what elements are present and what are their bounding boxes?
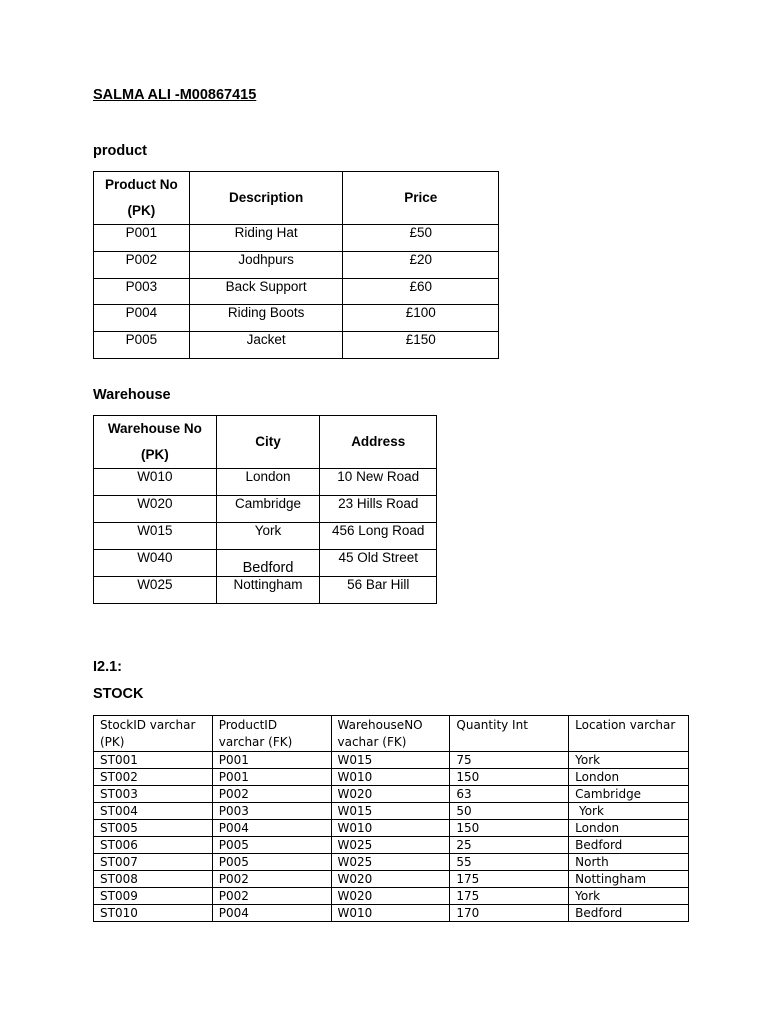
product-no-cell: P004 — [94, 305, 190, 332]
warehouse-city-cell: Bedford — [216, 550, 320, 577]
stock-location-cell: Bedford — [569, 837, 689, 854]
product-price-cell: £20 — [343, 251, 499, 278]
stock-product-cell: P005 — [212, 837, 331, 854]
table-row — [94, 837, 689, 854]
stock-product-cell: P002 — [212, 871, 331, 888]
section-label: I2.1: — [93, 659, 123, 675]
stock-id-cell: ST006 — [94, 837, 213, 854]
stock-id-cell: ST004 — [94, 803, 213, 820]
table-row — [94, 305, 499, 332]
stock-product-cell: P004 — [212, 905, 331, 922]
warehouse-no-cell: W010 — [94, 469, 217, 496]
product-price-cell: £60 — [343, 278, 499, 305]
product-header-description: Description — [189, 172, 343, 225]
table-row — [94, 523, 437, 550]
warehouse-address-cell: 45 Old Street — [320, 550, 437, 577]
product-header-price: Price — [343, 172, 499, 225]
stock-location-cell: London — [569, 820, 689, 837]
stock-warehouse-cell: W015 — [331, 752, 450, 769]
product-no-cell: P005 — [94, 332, 190, 359]
stock-product-cell: P002 — [212, 786, 331, 803]
product-description-cell: Back Support — [189, 278, 343, 305]
warehouse-city-cell: Nottingham — [216, 577, 320, 604]
stock-warehouse-cell: W020 — [331, 871, 450, 888]
warehouse-header-no-line2: (PK) — [140, 447, 169, 462]
stock-quantity-cell: 150 — [450, 820, 569, 837]
stock-id-cell: ST005 — [94, 820, 213, 837]
stock-location-cell: Cambridge — [569, 786, 689, 803]
stock-location-cell: Nottingham — [569, 871, 689, 888]
warehouse-header-city: City — [216, 416, 320, 469]
table-row — [94, 871, 689, 888]
stock-product-cell: P003 — [212, 803, 331, 820]
product-header-no — [94, 172, 190, 225]
product-table — [93, 171, 499, 359]
table-row — [94, 905, 689, 922]
table-row — [94, 888, 689, 905]
product-header-no-line1: Product No — [105, 177, 178, 192]
stock-quantity-cell: 63 — [450, 786, 569, 803]
stock-location-cell: London — [569, 769, 689, 786]
product-price-cell: £50 — [343, 225, 499, 252]
stock-quantity-cell: 150 — [450, 769, 569, 786]
stock-id-cell: ST002 — [94, 769, 213, 786]
stock-id-cell: ST008 — [94, 871, 213, 888]
table-row — [94, 496, 437, 523]
table-row — [94, 769, 689, 786]
stock-quantity-cell: 50 — [450, 803, 569, 820]
stock-id-cell: ST009 — [94, 888, 213, 905]
warehouse-header-address: Address — [320, 416, 437, 469]
stock-header-warehouseno: WarehouseNO vachar (FK) — [331, 716, 450, 752]
stock-warehouse-cell: W010 — [331, 905, 450, 922]
table-row — [94, 469, 437, 496]
stock-quantity-cell: 75 — [450, 752, 569, 769]
stock-header-productid: ProductID varchar (FK) — [212, 716, 331, 752]
warehouse-address-cell: 56 Bar Hill — [320, 577, 437, 604]
product-no-cell: P002 — [94, 251, 190, 278]
stock-product-cell: P004 — [212, 820, 331, 837]
stock-header-quantity: Quantity Int — [450, 716, 569, 752]
warehouse-city-cell: Cambridge — [216, 496, 320, 523]
stock-table — [93, 715, 689, 922]
product-no-cell: P003 — [94, 278, 190, 305]
warehouse-no-cell: W020 — [94, 496, 217, 523]
stock-quantity-cell: 175 — [450, 871, 569, 888]
stock-location-cell: York — [569, 803, 689, 820]
stock-id-cell: ST010 — [94, 905, 213, 922]
stock-quantity-cell: 55 — [450, 854, 569, 871]
stock-header-location: Location varchar — [569, 716, 689, 752]
stock-product-cell: P005 — [212, 854, 331, 871]
stock-location-cell: Bedford — [569, 905, 689, 922]
stock-product-cell: P001 — [212, 752, 331, 769]
warehouse-address-cell: 10 New Road — [320, 469, 437, 496]
warehouse-city-cell: London — [216, 469, 320, 496]
stock-location-cell: York — [569, 888, 689, 905]
stock-product-cell: P002 — [212, 888, 331, 905]
table-row — [94, 278, 499, 305]
product-no-cell: P001 — [94, 225, 190, 252]
stock-warehouse-cell: W025 — [331, 837, 450, 854]
table-row — [94, 820, 689, 837]
table-row — [94, 786, 689, 803]
stock-id-cell: ST003 — [94, 786, 213, 803]
product-header-no-line2: (PK) — [127, 203, 156, 218]
stock-quantity-cell: 175 — [450, 888, 569, 905]
product-price-cell: £100 — [343, 305, 499, 332]
table-row — [94, 752, 689, 769]
product-heading: product — [93, 143, 147, 159]
table-row — [94, 332, 499, 359]
stock-header-stockid: StockID varchar (PK) — [94, 716, 213, 752]
warehouse-no-cell: W025 — [94, 577, 217, 604]
table-row — [94, 577, 437, 604]
author-title: SALMA ALI -M00867415 — [93, 87, 257, 103]
stock-warehouse-cell: W020 — [331, 786, 450, 803]
stock-location-cell: York — [569, 752, 689, 769]
warehouse-header-no — [94, 416, 217, 469]
stock-product-cell: P001 — [212, 769, 331, 786]
stock-header-row — [94, 716, 689, 752]
warehouse-table — [93, 415, 437, 604]
warehouse-no-cell: W015 — [94, 523, 217, 550]
product-description-cell: Riding Hat — [189, 225, 343, 252]
table-row — [94, 854, 689, 871]
warehouse-no-cell: W040 — [94, 550, 217, 577]
stock-warehouse-cell: W025 — [331, 854, 450, 871]
table-row — [94, 225, 499, 252]
stock-warehouse-cell: W010 — [331, 820, 450, 837]
product-description-cell: Jacket — [189, 332, 343, 359]
product-description-cell: Jodhpurs — [189, 251, 343, 278]
stock-heading: STOCK — [93, 686, 144, 702]
table-row — [94, 550, 437, 577]
warehouse-heading: Warehouse — [93, 387, 171, 403]
stock-quantity-cell: 170 — [450, 905, 569, 922]
warehouse-address-cell: 23 Hills Road — [320, 496, 437, 523]
stock-id-cell: ST001 — [94, 752, 213, 769]
stock-warehouse-cell: W010 — [331, 769, 450, 786]
stock-location-cell: North — [569, 854, 689, 871]
stock-warehouse-cell: W015 — [331, 803, 450, 820]
table-row — [94, 251, 499, 278]
stock-quantity-cell: 25 — [450, 837, 569, 854]
product-description-cell: Riding Boots — [189, 305, 343, 332]
product-price-cell: £150 — [343, 332, 499, 359]
warehouse-header-no-line1: Warehouse No — [107, 421, 202, 436]
warehouse-header-row — [94, 416, 437, 469]
stock-warehouse-cell: W020 — [331, 888, 450, 905]
product-header-row — [94, 172, 499, 225]
table-row — [94, 803, 689, 820]
warehouse-address-cell: 456 Long Road — [320, 523, 437, 550]
warehouse-city-cell: York — [216, 523, 320, 550]
stock-id-cell: ST007 — [94, 854, 213, 871]
